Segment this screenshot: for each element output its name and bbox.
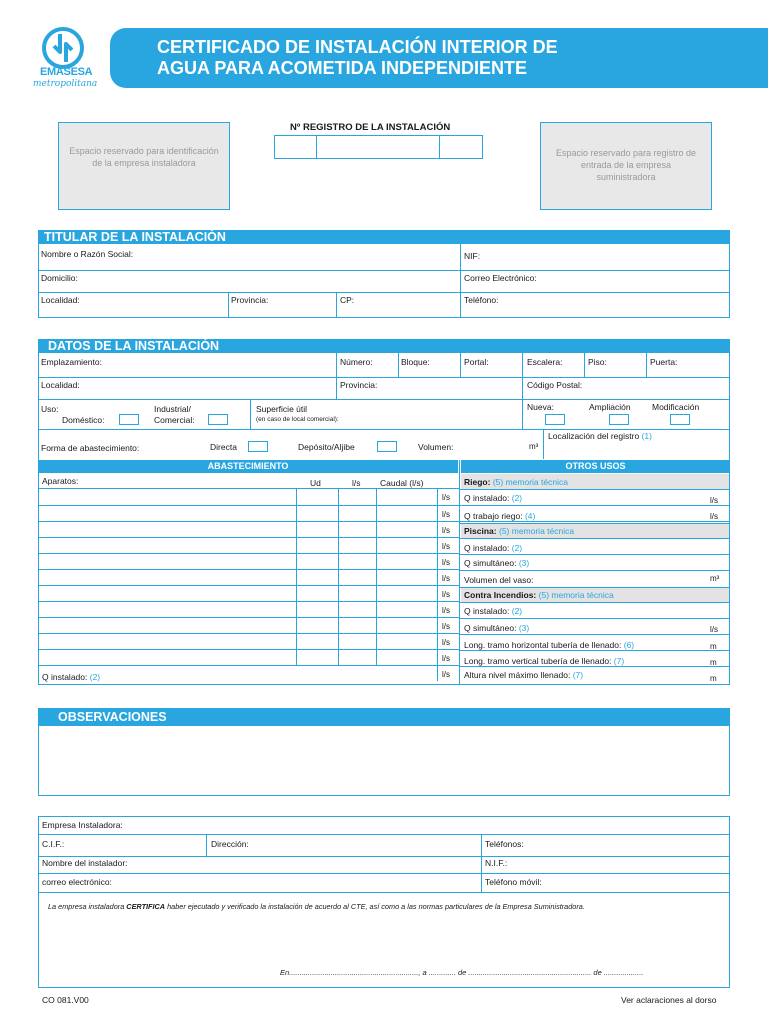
superficie-note: (en caso de local comercial): — [256, 416, 339, 423]
altura-unit: m — [710, 674, 717, 683]
cif-label: C.I.F.: — [42, 839, 65, 849]
installer-reserved-text: Espacio reservado para identificación de la empresa instaladora — [69, 146, 219, 168]
otros-row-divider — [460, 650, 730, 651]
abast-row-input[interactable] — [40, 650, 294, 664]
otros-row-divider — [460, 505, 730, 506]
long-vertical-label: Long. tramo vertical tubería de llenado: (7) — [464, 656, 625, 666]
empresa-nif-label: N.I.F.: — [485, 858, 508, 868]
abast-row-unit: l/s — [442, 606, 450, 615]
industrial-comercial-checkbox[interactable] — [208, 414, 228, 425]
ampliacion-label: Ampliación — [589, 402, 631, 412]
abast-col-divider — [376, 488, 377, 665]
contra-q-instalado: Q instalado: (2) — [464, 606, 523, 616]
forma-abastecimiento-label: Forma de abastecimiento: — [41, 443, 140, 453]
ampliacion-checkbox[interactable] — [609, 414, 629, 425]
volumen-vaso-label: Volumen del vaso: — [464, 575, 534, 585]
piscina-q-instalado: Q instalado: (2) — [464, 543, 523, 553]
puerta-label: Puerta: — [650, 357, 678, 367]
modificacion-label: Modificación — [652, 402, 700, 412]
telefonos-label: Teléfonos: — [485, 839, 524, 849]
abast-row-divider — [38, 665, 459, 666]
contra-q-simultaneo: Q simultáneo: (3) — [464, 623, 530, 633]
abast-col-divider — [338, 488, 339, 665]
codigo-postal-label: Código Postal: — [527, 380, 583, 390]
abast-row-unit: l/s — [442, 590, 450, 599]
volumen-vaso-unit: m³ — [710, 574, 720, 583]
abast-row-input[interactable] — [40, 570, 294, 584]
movil-label: Teléfono móvil: — [485, 877, 542, 887]
otros-row-divider — [460, 666, 730, 667]
otros-row-divider — [460, 489, 730, 490]
instalador-label: Nombre del instalador: — [42, 858, 128, 868]
volumen-label: Volumen: — [418, 442, 454, 452]
firma-line: En.............................................................., a ............. de ........................................................... de ................... — [280, 968, 644, 977]
otros-row-divider — [460, 554, 730, 555]
registro-field-2[interactable] — [316, 135, 440, 159]
abast-row-unit: l/s — [442, 510, 450, 519]
abast-row-unit: l/s — [442, 493, 450, 502]
datos-title: DATOS DE LA INSTALACIÓN — [38, 339, 730, 353]
uso-label: Uso: — [41, 404, 59, 414]
piscina-label: Piscina: (5) memoria técnica — [464, 526, 575, 536]
emasesa-logo-icon — [30, 26, 100, 70]
q-instalado-abast: Q instalado: (2) — [42, 672, 101, 682]
empresa-correo-label: correo electrónico: — [42, 877, 112, 887]
abast-row-input[interactable] — [40, 634, 294, 648]
otros-row-divider — [460, 634, 730, 635]
otros-row-divider — [460, 570, 730, 571]
ud-header: Ud — [310, 478, 321, 488]
caudal-header: Caudal (l/s) — [380, 478, 424, 488]
modificacion-checkbox[interactable] — [670, 414, 690, 425]
aparatos-label: Aparatos: — [42, 476, 79, 486]
empresa-label: Empresa Instaladora: — [42, 820, 123, 830]
comercial-label: Comercial: — [154, 415, 195, 425]
titular-provincia-label: Provincia: — [231, 295, 269, 305]
nueva-label: Nueva: — [527, 402, 554, 412]
abast-row-unit: l/s — [442, 542, 450, 551]
abast-row-input[interactable] — [40, 522, 294, 536]
altura-label: Altura nivel máximo llenado: (7) — [464, 670, 584, 680]
deposito-checkbox[interactable] — [377, 441, 397, 452]
datos-localidad-label: Localidad: — [41, 380, 80, 390]
abast-row-input[interactable] — [40, 602, 294, 616]
abast-row-input[interactable] — [40, 489, 294, 503]
domestico-label: Doméstico: — [62, 415, 105, 425]
abast-row-unit: l/s — [442, 654, 450, 663]
form-code: CO 081.V00 — [42, 995, 89, 1005]
riego-q-trabajo-unit: l/s — [710, 512, 718, 521]
titular-localidad-label: Localidad: — [41, 295, 80, 305]
abast-row-input[interactable] — [40, 506, 294, 520]
industrial-label: Industrial/ — [154, 404, 191, 414]
logo-text: EMASESA — [40, 66, 93, 78]
abast-row-input[interactable] — [40, 554, 294, 568]
otros-row-divider — [460, 587, 730, 588]
abast-row-unit: l/s — [442, 638, 450, 647]
titular-title: TITULAR DE LA INSTALACIÓN — [38, 230, 730, 244]
observaciones-title: OBSERVACIONES — [38, 708, 730, 726]
emplazamiento-label: Emplazamiento: — [41, 357, 102, 367]
datos-provincia-label: Provincia: — [340, 380, 378, 390]
riego-label: Riego: (5) memoria técnica — [464, 477, 568, 487]
abast-row-unit: l/s — [442, 622, 450, 631]
superficie-label: Superficie útil — [256, 404, 308, 414]
nueva-checkbox[interactable] — [545, 414, 565, 425]
abastecimiento-title: ABASTECIMIENTO — [38, 460, 458, 473]
otros-row-divider — [460, 618, 730, 619]
page-title-line2: AGUA PARA ACOMETIDA INDEPENDIENTE — [157, 58, 528, 78]
direccion-label: Dirección: — [211, 839, 249, 849]
numero-label: Número: — [340, 357, 373, 367]
abast-col-divider — [437, 488, 438, 681]
ls-header: l/s — [352, 478, 361, 488]
abast-row-unit: l/s — [442, 558, 450, 567]
piscina-q-simultaneo: Q simultáneo: (3) — [464, 558, 530, 568]
registro-field-1[interactable] — [274, 135, 317, 159]
contra-q-simultaneo-unit: l/s — [710, 625, 718, 634]
escalera-label: Escalera: — [527, 357, 563, 367]
supplier-reserved-text: Espacio reservado para registro de entrada de la empresa suministradora — [555, 148, 697, 182]
titular-nombre-label: Nombre o Razón Social: — [41, 249, 134, 259]
otros-row-divider — [460, 521, 730, 522]
deposito-label: Depósito/Aljibe — [298, 442, 355, 452]
abast-row-unit: l/s — [442, 526, 450, 535]
long-vertical-unit: m — [710, 658, 717, 667]
logo-subtext: metropolitana — [33, 79, 98, 89]
otros-row-divider — [460, 523, 730, 524]
contra-label: Contra Incendios: (5) memoria técnica — [464, 590, 614, 600]
bloque-label: Bloque: — [401, 357, 430, 367]
otros-row-divider — [460, 538, 730, 539]
portal-label: Portal: — [464, 357, 489, 367]
titular-correo-label: Correo Electrónico: — [464, 273, 537, 283]
domestico-checkbox[interactable] — [119, 414, 139, 425]
titular-telefono-label: Teléfono: — [464, 295, 499, 305]
otros-row-divider — [460, 602, 730, 603]
observaciones-textarea[interactable] — [40, 728, 728, 794]
titular-domicilio-label: Domicilio: — [41, 273, 78, 283]
titular-cp-label: CP: — [340, 295, 355, 305]
abast-row-input[interactable] — [40, 618, 294, 632]
volumen-unit: m³ — [529, 442, 539, 451]
abast-col-divider — [296, 488, 297, 665]
riego-q-instalado-unit: l/s — [710, 496, 718, 505]
otros-usos-title: OTROS USOS — [461, 460, 730, 473]
riego-q-instalado: Q instalado: (2) — [464, 493, 523, 503]
logo — [30, 26, 100, 96]
abast-row-unit: l/s — [442, 574, 450, 583]
abast-row-input[interactable] — [40, 538, 294, 552]
long-horizontal-label: Long. tramo horizontal tubería de llenado: (6) — [464, 640, 635, 650]
footer-note: Ver aclaraciones al dorso — [621, 995, 717, 1005]
long-horizontal-unit: m — [710, 642, 717, 651]
abast-row-unit: l/s — [442, 670, 450, 679]
riego-q-trabajo: Q trabajo riego: (4) — [464, 511, 536, 521]
directa-label: Directa — [210, 442, 237, 452]
registro-label: Nº REGISTRO DE LA INSTALACIÓN — [290, 122, 451, 133]
certifica-text: La empresa instaladora CERTIFICA haber ejecutado y verificado la instalación de acuerdo al CTE, así como a las normas particulares de la Empresa Suministradora. — [48, 902, 585, 911]
abast-row-input[interactable] — [40, 586, 294, 600]
titular-nif-label: NIF: — [464, 251, 481, 261]
directa-checkbox[interactable] — [248, 441, 268, 452]
piso-label: Piso: — [588, 357, 607, 367]
localizacion-label: Localización del registro (1) — [548, 431, 652, 441]
page-title-line1: CERTIFICADO DE INSTALACIÓN INTERIOR DE — [157, 37, 558, 57]
registro-field-3[interactable] — [439, 135, 483, 159]
